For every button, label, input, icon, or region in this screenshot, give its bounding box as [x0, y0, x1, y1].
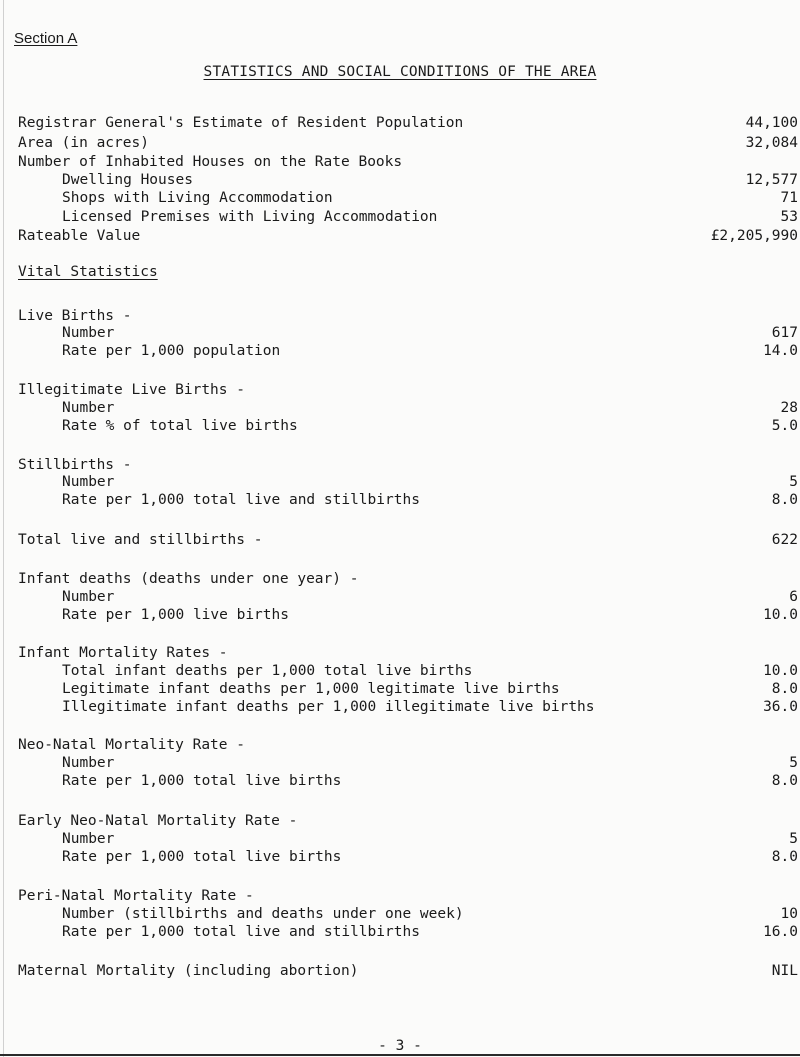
stillbirths-number-row [18, 472, 798, 492]
stillbirths-heading: Stillbirths - [18, 457, 132, 473]
area-value: 32,084 [745, 135, 798, 151]
illegitimate-heading: Illegitimate Live Births - [18, 382, 245, 398]
dwelling-label: Dwelling Houses [62, 172, 193, 188]
shops-label: Shops with Living Accommodation [62, 190, 333, 206]
dwelling-row [18, 170, 798, 190]
infant-deaths-heading-row [18, 569, 778, 589]
illegitimate-rate-row [18, 416, 798, 436]
vital-heading-row [18, 262, 778, 282]
illegitimate-number-value: 28 [780, 400, 798, 416]
early-neo-natal-rate-row [18, 847, 798, 867]
peri-natal-heading: Peri-Natal Mortality Rate - [18, 888, 254, 904]
infant-mortality-total-label: Total infant deaths per 1,000 total live births [62, 663, 473, 679]
early-neo-natal-heading-row [18, 811, 778, 831]
peri-natal-number-row [18, 904, 798, 924]
illegitimate-heading-row [18, 380, 778, 400]
licensed-value: 53 [780, 209, 798, 225]
dwelling-value: 12,577 [745, 172, 798, 188]
population-value: 44,100 [745, 115, 798, 131]
live-births-number-row [18, 323, 798, 343]
infant-mortality-illegit-value: 36.0 [763, 699, 798, 715]
houses-heading-row [18, 152, 778, 172]
infant-deaths-heading: Infant deaths (deaths under one year) - [18, 571, 359, 587]
illegitimate-rate-label: Rate % of total live births [62, 418, 298, 434]
infant-mortality-total-value: 10.0 [763, 663, 798, 679]
infant-mortality-legit-label: Legitimate infant deaths per 1,000 legitimate live births [62, 681, 560, 697]
peri-natal-rate-value: 16.0 [763, 924, 798, 940]
neo-natal-number-value: 5 [789, 755, 798, 771]
page-number: - 3 - [378, 1038, 422, 1054]
vital-statistics-heading: Vital Statistics [18, 264, 158, 280]
early-neo-natal-number-value: 5 [789, 831, 798, 847]
peri-natal-rate-row [18, 922, 798, 942]
early-neo-natal-number-label: Number [62, 831, 115, 847]
infant-deaths-rate-row [18, 605, 798, 625]
neo-natal-number-label: Number [62, 755, 115, 771]
infant-deaths-rate-value: 10.0 [763, 607, 798, 623]
early-neo-natal-rate-value: 8.0 [771, 849, 798, 865]
illegitimate-number-row [18, 398, 798, 418]
live-births-number-value: 617 [771, 325, 798, 341]
peri-natal-rate-label: Rate per 1,000 total live and stillbirths [62, 924, 420, 940]
neo-natal-number-row [18, 753, 798, 773]
illegitimate-number-label: Number [62, 400, 115, 416]
live-births-rate-row [18, 341, 798, 361]
stillbirths-rate-row [18, 490, 798, 510]
licensed-row [18, 207, 798, 227]
peri-natal-number-value: 10 [780, 906, 798, 922]
neo-natal-rate-value: 8.0 [771, 773, 798, 789]
stillbirths-rate-label: Rate per 1,000 total live and stillbirths [62, 492, 420, 508]
maternal-value: NIL [771, 963, 798, 979]
rateable-label: Rateable Value [18, 228, 141, 244]
infant-mortality-heading: Infant Mortality Rates - [18, 645, 228, 661]
live-births-heading: Live Births - [18, 308, 132, 324]
early-neo-natal-number-row [18, 829, 798, 849]
infant-mortality-legit-row [18, 679, 798, 699]
infant-mortality-illegit-row [18, 697, 798, 717]
stillbirths-number-value: 5 [789, 474, 798, 490]
illegitimate-rate-value: 5.0 [771, 418, 798, 434]
infant-mortality-illegit-label: Illegitimate infant deaths per 1,000 illegitimate live births [62, 699, 595, 715]
infant-deaths-rate-label: Rate per 1,000 live births [62, 607, 289, 623]
population-row [18, 113, 798, 133]
early-neo-natal-heading: Early Neo-Natal Mortality Rate - [18, 813, 298, 829]
total-live-still-label: Total live and stillbirths - [18, 532, 263, 548]
live-births-rate-label: Rate per 1,000 population [62, 343, 281, 359]
infant-mortality-total-row [18, 661, 798, 681]
shops-row [18, 188, 798, 208]
infant-deaths-number-value: 6 [789, 589, 798, 605]
infant-deaths-number-row [18, 587, 798, 607]
stillbirths-rate-value: 8.0 [771, 492, 798, 508]
total-live-still-value: 622 [771, 532, 798, 548]
neo-natal-rate-row [18, 771, 798, 791]
live-births-number-label: Number [62, 325, 115, 341]
bottom-rule [0, 1054, 800, 1056]
live-births-rate-value: 14.0 [763, 343, 798, 359]
page-title: STATISTICS AND SOCIAL CONDITIONS OF THE AREA [203, 64, 597, 80]
neo-natal-heading-row [18, 735, 778, 755]
rateable-value: £2,205,990 [710, 228, 798, 244]
area-label: Area (in acres) [18, 135, 149, 151]
infant-mortality-heading-row [18, 643, 778, 663]
licensed-label: Licensed Premises with Living Accommodation [62, 209, 438, 225]
peri-natal-number-label: Number (stillbirths and deaths under one week) [62, 906, 464, 922]
population-label: Registrar General's Estimate of Resident Population [18, 115, 464, 131]
neo-natal-rate-label: Rate per 1,000 total live births [62, 773, 342, 789]
peri-natal-heading-row [18, 886, 778, 906]
houses-heading: Number of Inhabited Houses on the Rate Books [18, 154, 403, 170]
page-edge-line [3, 0, 4, 1057]
maternal-label: Maternal Mortality (including abortion) [18, 963, 359, 979]
neo-natal-heading: Neo-Natal Mortality Rate - [18, 737, 245, 753]
rateable-row [18, 226, 798, 246]
area-row [18, 133, 798, 153]
infant-deaths-number-label: Number [62, 589, 115, 605]
section-label: Section A [14, 30, 78, 47]
infant-mortality-legit-value: 8.0 [771, 681, 798, 697]
stillbirths-number-label: Number [62, 474, 115, 490]
shops-value: 71 [780, 190, 798, 206]
total-live-still-row [18, 530, 798, 550]
maternal-row [18, 961, 798, 981]
early-neo-natal-rate-label: Rate per 1,000 total live births [62, 849, 342, 865]
